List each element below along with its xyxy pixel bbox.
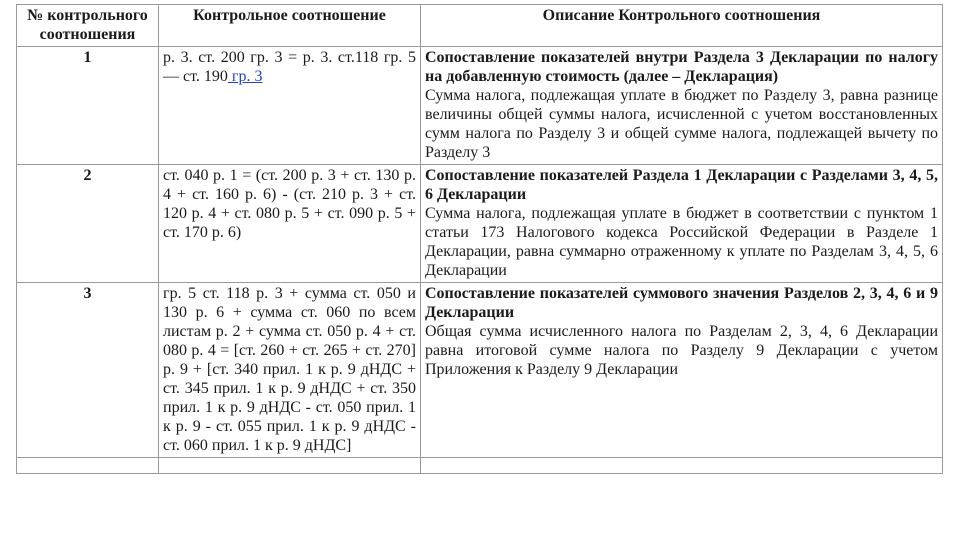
header-number: № контрольного соотношения: [17, 5, 159, 47]
description-text: Сумма налога, подлежащая уплате в бюджет в соответствии с пунктом 1 статьи 173 Налогового кодекса Российской Федерации в Разделе 1 Декларации, равна суммарно отраженному к уплате по Разделам 3, 4, 5, 6 Декларации: [425, 205, 938, 279]
table-row: [17, 165, 943, 283]
description-title: Сопоставление показателей Раздела 1 Декларации с Разделами 3, 4, 5, 6 Декларации: [425, 167, 938, 203]
ratio-formula-text: р. 3. ст. 200 гр. 3 = р. 3. ст.118 гр. 5 — ст. 190: [163, 49, 416, 85]
ratio-formula: [159, 47, 421, 165]
row-number: 3: [17, 283, 159, 458]
table-row: [17, 47, 943, 165]
ratio-description: [421, 47, 943, 165]
description-title: Сопоставление показателей внутри Раздела 3 Декларации по налогу на добавленную стоимость (далее – Декларация): [425, 49, 938, 85]
cut-off-cell: [17, 458, 159, 474]
ratio-formula-link[interactable]: гр. 3: [227, 68, 263, 85]
header-ratio: Контрольное соотношение: [159, 5, 421, 47]
control-ratios-table: [16, 4, 943, 474]
row-number: 1: [17, 47, 159, 165]
ratio-description: [421, 283, 943, 458]
description-text: Общая сумма исчисленного налога по Разделам 2, 3, 4, 6 Декларации равна итоговой сумме налога по Разделу 9 Декларации с учетом Приложения к Разделу 9 Декларации: [425, 323, 938, 378]
table-row-cut-off: [17, 458, 943, 474]
description-title: Сопоставление показателей суммового значения Разделов 2, 3, 4, 6 и 9 Декларации: [425, 285, 938, 321]
header-description: Описание Контрольного соотношения: [421, 5, 943, 47]
ratio-description: [421, 165, 943, 283]
cut-off-cell: [159, 458, 421, 474]
cut-off-cell: [421, 458, 943, 474]
table-header-row: [17, 5, 943, 47]
table-row: [17, 283, 943, 458]
description-text: Сумма налога, подлежащая уплате в бюджет по Разделу 3, равна разнице величины общей суммы налога, исчисленной с учетом восстановленных сумм налога по Разделу 3 и общей сумме налога, подлежащей вычету по Разделу 3: [425, 87, 938, 161]
document-page: [16, 4, 942, 474]
ratio-formula: гр. 5 ст. 118 р. 3 + сумма ст. 050 и 130 р. 6 + сумма ст. 060 по всем листам р. 2 + сумма ст. 050 р. 4 + ст. 080 р. 4 = [ст. 260 + ст. 265 + ст. 270] р. 9 + [ст. 340 прил. 1 к р. 9 дНДС + ст. 345 прил. 1 к р. 9 дНДС + ст. 350 прил. 1 к р. 9 дНДС - ст. 050 прил. 1 к р. 9 - ст. 055 прил. 1 к р. 9 дНДС - ст. 060 прил. 1 к р. 9 дНДС]: [159, 283, 421, 458]
row-number: 2: [17, 165, 159, 283]
ratio-formula: ст. 040 р. 1 = (ст. 200 р. 3 + ст. 130 р. 4 + ст. 160 р. 6) - (ст. 210 р. 3 + ст. 120 р. 4 + ст. 080 р. 5 + ст. 090 р. 5 + ст. 170 р. 6): [159, 165, 421, 283]
